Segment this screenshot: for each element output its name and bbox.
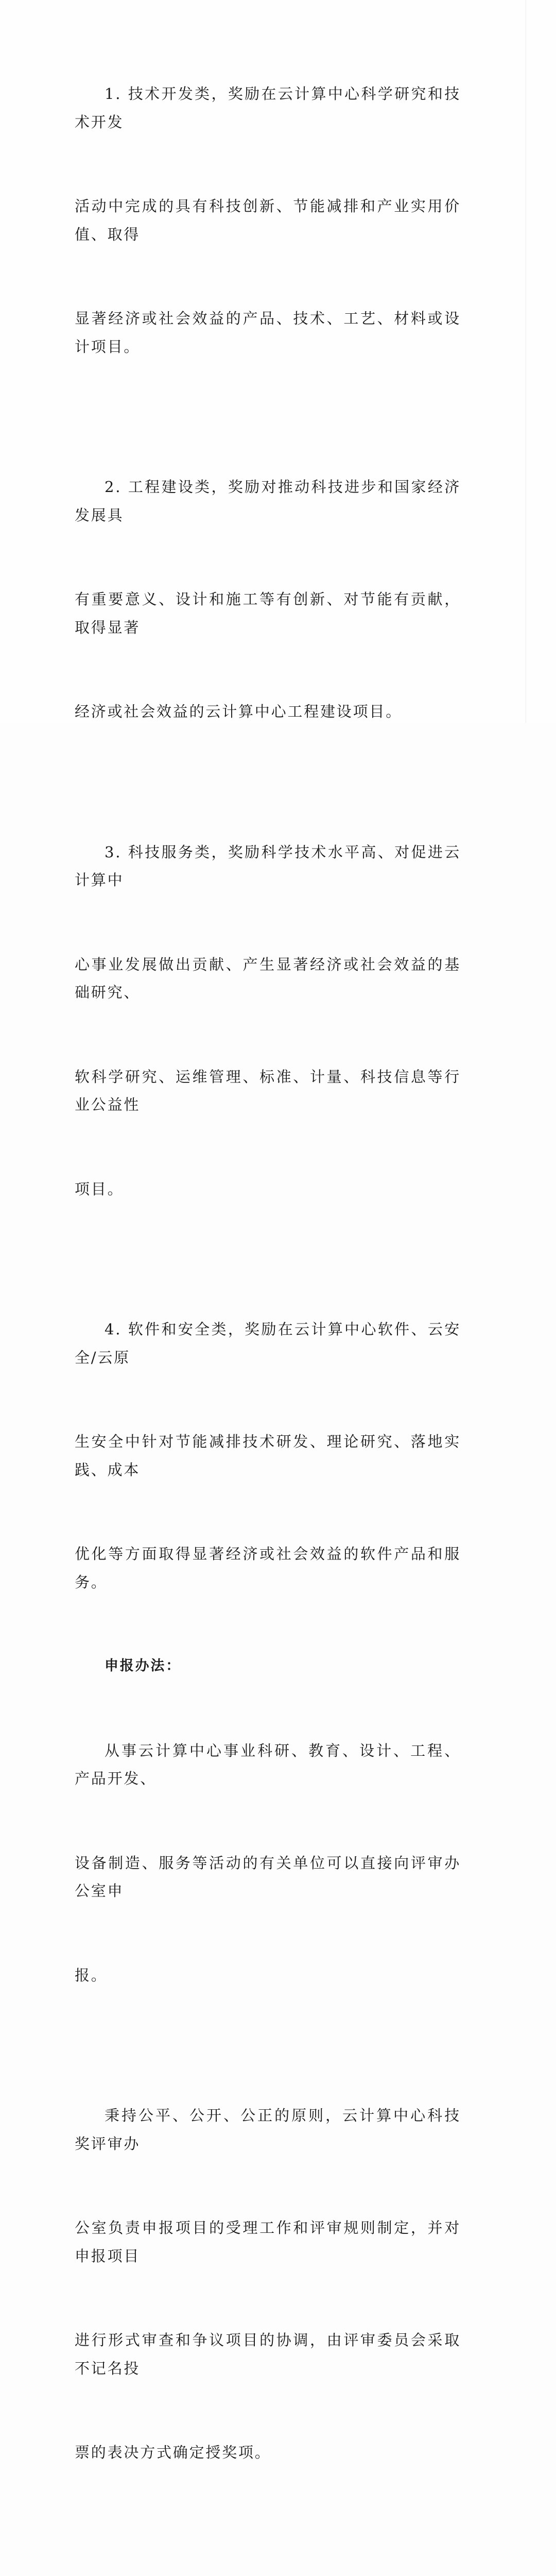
text-line: 2. 工程建设类，奖励对推动科技进步和国家经济发展具 [75,473,461,529]
text-line: 秉持公平、公开、公正的原则，云计算中心科技奖评审办 [75,2102,461,2158]
paragraph-software-security [75,1259,461,1652]
text-line: 心事业发展做出贡献、产生显著经济或社会效益的基础研究、 [75,951,461,1007]
paragraph-activity [75,2523,461,2576]
paragraph-application-units [75,1681,461,2046]
paragraph-engineering [75,417,461,782]
text-line: 1. 技术开发类，奖励在云计算中心科学研究和技术开发 [75,80,461,136]
text-line: 显著经济或社会效益的产品、技术、工艺、材料或设计项目。 [75,304,461,361]
text-line: 进行形式审查和争议项目的协调，由评审委员会采取不记名投 [75,2326,461,2382]
text-line: 优化等方面取得显著经济或社会效益的软件产品和服务。 [75,1540,461,1596]
text-line: 设备制造、服务等活动的有关单位可以直接向评审办公室申 [75,1849,461,1905]
section-heading-application: 申报办法： [75,1652,461,1681]
text-line: 票的表决方式确定授奖项。 [75,2438,461,2467]
text-line: 公室负责申报项目的受理工作和评审规则制定，并对申报项目 [75,2214,461,2270]
document-page [0,0,556,723]
text-line: 生安全中针对节能减排技术研发、理论研究、落地实践、成本 [75,1428,461,1484]
text-line: 经济或社会效益的云计算中心工程建设项目。 [75,698,461,726]
text-line: 报。 [75,1961,461,1990]
text-line: 4. 软件和安全类，奖励在云计算中心软件、云安全/云原 [75,1315,461,1371]
paragraph-tech-service [75,782,461,1260]
text-line: 从事云计算中心事业科研、教育、设计、工程、产品开发、 [75,1737,461,1793]
paragraph-review-principles [75,2045,461,2523]
text-line: 3. 科技服务类，奖励科学技术水平高、对促进云计算中 [75,838,461,894]
text-line: 活动中完成的具有科技创新、节能减排和产业实用价值、取得 [75,192,461,248]
document-body [75,24,461,2576]
paragraph-tech-development [75,24,461,417]
text-line: 有重要意义、设计和施工等有创新、对节能有贡献，取得显著 [75,585,461,641]
text-line: 软科学研究、运维管理、标准、计量、科技信息等行业公益性 [75,1063,461,1119]
text-line: 项目。 [75,1175,461,1204]
